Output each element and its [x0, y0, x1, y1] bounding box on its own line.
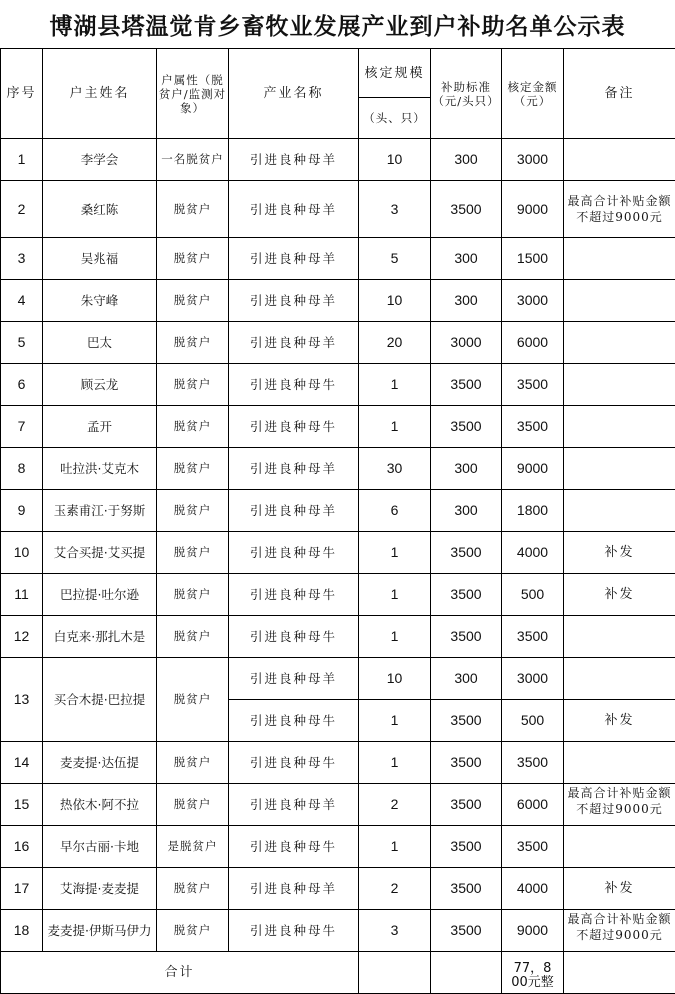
row-amount: 3500: [502, 616, 564, 658]
row-scale: 1: [359, 574, 431, 616]
row-attr: 脱贫户: [157, 658, 229, 742]
row-standard: 3500: [431, 700, 502, 742]
total-row: [1, 952, 675, 994]
row-industry: 引进良种母羊: [229, 238, 359, 280]
note-cell: [564, 139, 675, 181]
row-seq: 15: [1, 784, 43, 826]
row-name: 桑红陈: [43, 181, 157, 238]
row-standard: 3500: [431, 532, 502, 574]
row-amount: 4000: [502, 532, 564, 574]
table-row: [1, 616, 675, 658]
row-name: 艾海提·麦麦提: [43, 868, 157, 910]
row-amount: 3000: [502, 139, 564, 181]
table-row: [1, 910, 675, 952]
row-industry: 引进良种母牛: [229, 826, 359, 868]
row-amount: 4000: [502, 868, 564, 910]
row-industry: 引进良种母羊: [229, 448, 359, 490]
total-empty-scale: [359, 952, 431, 994]
row-seq: 3: [1, 238, 43, 280]
row-scale: 10: [359, 280, 431, 322]
row-name: 买合木提·巴拉提: [43, 658, 157, 742]
row-standard: 300: [431, 658, 502, 700]
table-row: [1, 826, 675, 868]
row-seq: 16: [1, 826, 43, 868]
note-cell: 补发: [564, 868, 675, 910]
note-cell: [564, 616, 675, 658]
row-attr: 脱贫户: [157, 280, 229, 322]
note-cell: 最高合计补贴金额不超过9000元: [564, 181, 675, 238]
row-industry: 引进良种母牛: [229, 742, 359, 784]
total-amount-text: 77，800元整: [511, 962, 555, 990]
table-row: [1, 238, 675, 280]
row-seq: 10: [1, 532, 43, 574]
row-standard: 3500: [431, 910, 502, 952]
table-row: [1, 532, 675, 574]
row-scale: 1: [359, 742, 431, 784]
row-amount: 3000: [502, 280, 564, 322]
row-attr: 脱贫户: [157, 238, 229, 280]
row-scale: 1: [359, 826, 431, 868]
row-seq: 4: [1, 280, 43, 322]
row-attr: 一名脱贫户: [157, 139, 229, 181]
row-seq: 6: [1, 364, 43, 406]
table-row: [1, 280, 675, 322]
row-attr: 脱贫户: [157, 532, 229, 574]
row-amount: 9000: [502, 448, 564, 490]
row-scale: 10: [359, 658, 431, 700]
row-standard: 3500: [431, 364, 502, 406]
row-seq: 18: [1, 910, 43, 952]
row-seq: 5: [1, 322, 43, 364]
row-scale: 5: [359, 238, 431, 280]
row-attr: 脱贫户: [157, 574, 229, 616]
row-amount: 3500: [502, 406, 564, 448]
row-scale: 2: [359, 784, 431, 826]
note-text: 最高合计补贴金额不超过9000元: [567, 911, 672, 943]
header-scale-top: 核定规模: [359, 49, 431, 98]
row-standard: 300: [431, 238, 502, 280]
row-scale: 1: [359, 616, 431, 658]
table-row: [1, 322, 675, 364]
note-text: 最高合计补贴金额不超过9000元: [567, 785, 672, 817]
row-seq: 7: [1, 406, 43, 448]
row-name: 孟开: [43, 406, 157, 448]
row-amount: 6000: [502, 784, 564, 826]
row-standard: 300: [431, 490, 502, 532]
row-name: 热依木·阿不拉: [43, 784, 157, 826]
total-amount: [502, 952, 564, 994]
row-scale: 2: [359, 868, 431, 910]
header-seq: 序号: [1, 49, 43, 139]
table-row: [1, 490, 675, 532]
row-name: 巴太: [43, 322, 157, 364]
row-attr: 脱贫户: [157, 784, 229, 826]
table-row: [1, 784, 675, 826]
row-scale: 1: [359, 406, 431, 448]
row-amount: 3500: [502, 364, 564, 406]
row-industry: 引进良种母牛: [229, 532, 359, 574]
row-attr: 脱贫户: [157, 616, 229, 658]
row-seq: 1: [1, 139, 43, 181]
row-scale: 6: [359, 490, 431, 532]
row-name: 吐拉洪·艾克木: [43, 448, 157, 490]
row-amount: 1800: [502, 490, 564, 532]
row-scale: 1: [359, 532, 431, 574]
header-amount: 核定金额（元）: [502, 49, 564, 139]
row-seq: 9: [1, 490, 43, 532]
row-name: 白克来·那扎木是: [43, 616, 157, 658]
table-row: [1, 574, 675, 616]
row-seq: 8: [1, 448, 43, 490]
row-name: 麦麦提·达伍提: [43, 742, 157, 784]
row-name: 巴拉提·吐尔逊: [43, 574, 157, 616]
table-row: [1, 868, 675, 910]
header-standard: 补助标准（元/头只）: [431, 49, 502, 139]
row-scale: 30: [359, 448, 431, 490]
row-standard: 3500: [431, 742, 502, 784]
row-seq: 13: [1, 658, 43, 742]
row-industry: 引进良种母羊: [229, 868, 359, 910]
note-cell: [564, 910, 675, 952]
total-label: 合计: [1, 952, 359, 994]
row-seq: 14: [1, 742, 43, 784]
row-standard: 3500: [431, 574, 502, 616]
note-cell: [564, 238, 675, 280]
row-attr: 脱贫户: [157, 181, 229, 238]
row-attr: 脱贫户: [157, 322, 229, 364]
row-standard: 3500: [431, 784, 502, 826]
row-scale: 20: [359, 322, 431, 364]
row-amount: 9000: [502, 910, 564, 952]
note-cell: [564, 280, 675, 322]
row-name: 早尔古丽·卡地: [43, 826, 157, 868]
note-cell: 补发: [564, 700, 675, 742]
note-cell: [564, 784, 675, 826]
row-industry: 引进良种母羊: [229, 322, 359, 364]
row-attr: 脱贫户: [157, 742, 229, 784]
row-amount: 3000: [502, 658, 564, 700]
row-industry: 引进良种母牛: [229, 574, 359, 616]
row-scale: 3: [359, 910, 431, 952]
table-row: [1, 364, 675, 406]
row-industry: 引进良种母羊: [229, 181, 359, 238]
row-standard: 3500: [431, 868, 502, 910]
header-note: 备注: [564, 49, 675, 139]
row-standard: 3500: [431, 616, 502, 658]
page-title: 博湖县塔温觉肯乡畜牧业发展产业到户补助名单公示表: [0, 0, 675, 48]
row-amount: 500: [502, 574, 564, 616]
row-attr: 是脱贫户: [157, 826, 229, 868]
row-industry: 引进良种母羊: [229, 139, 359, 181]
total-empty-note: [564, 952, 675, 994]
total-empty-standard: [431, 952, 502, 994]
row-industry: 引进良种母羊: [229, 490, 359, 532]
note-cell: [564, 322, 675, 364]
header-name: 户主姓名: [43, 49, 157, 139]
row-attr: 脱贫户: [157, 910, 229, 952]
row-attr: 脱贫户: [157, 868, 229, 910]
header-row: [1, 49, 675, 98]
row-seq: 2: [1, 181, 43, 238]
table-row: [1, 742, 675, 784]
note-cell: [564, 490, 675, 532]
row-seq: 17: [1, 868, 43, 910]
row-scale: 1: [359, 364, 431, 406]
row-standard: 3000: [431, 322, 502, 364]
row-industry: 引进良种母羊: [229, 784, 359, 826]
row-standard: 300: [431, 139, 502, 181]
row-scale: 3: [359, 181, 431, 238]
row-standard: 3500: [431, 406, 502, 448]
table-row: [1, 139, 675, 181]
row-amount: 3500: [502, 742, 564, 784]
note-cell: 补发: [564, 532, 675, 574]
row-name: 吴兆福: [43, 238, 157, 280]
row-scale: 10: [359, 139, 431, 181]
table-row: [1, 406, 675, 448]
table-row: [1, 658, 675, 700]
row-scale: 1: [359, 700, 431, 742]
note-cell: 补发: [564, 574, 675, 616]
header-attr: 户属性（脱贫户/监测对象）: [157, 49, 229, 139]
header-industry: 产业名称: [229, 49, 359, 139]
row-amount: 500: [502, 700, 564, 742]
row-industry: 引进良种母羊: [229, 280, 359, 322]
row-attr: 脱贫户: [157, 448, 229, 490]
row-name: 李学会: [43, 139, 157, 181]
row-attr: 脱贫户: [157, 406, 229, 448]
row-amount: 3500: [502, 826, 564, 868]
row-name: 艾合买提·艾买提: [43, 532, 157, 574]
row-attr: 脱贫户: [157, 364, 229, 406]
row-industry: 引进良种母牛: [229, 406, 359, 448]
row-amount: 6000: [502, 322, 564, 364]
row-name: 玉素甫江·于努斯: [43, 490, 157, 532]
subsidy-table: [0, 48, 675, 994]
row-name: 麦麦提·伊斯马伊力: [43, 910, 157, 952]
row-attr: 脱贫户: [157, 490, 229, 532]
note-cell: [564, 658, 675, 700]
table-row: [1, 181, 675, 238]
row-seq: 11: [1, 574, 43, 616]
note-cell: [564, 364, 675, 406]
note-cell: [564, 742, 675, 784]
row-standard: 3500: [431, 826, 502, 868]
table-row: [1, 448, 675, 490]
row-industry: 引进良种母牛: [229, 700, 359, 742]
row-amount: 9000: [502, 181, 564, 238]
note-cell: [564, 826, 675, 868]
note-cell: [564, 406, 675, 448]
row-seq: 12: [1, 616, 43, 658]
row-standard: 3500: [431, 181, 502, 238]
row-standard: 300: [431, 448, 502, 490]
row-standard: 300: [431, 280, 502, 322]
row-industry: 引进良种母牛: [229, 616, 359, 658]
row-name: 顾云龙: [43, 364, 157, 406]
row-name: 朱守峰: [43, 280, 157, 322]
header-scale-bottom: （头、只）: [359, 98, 431, 139]
note-cell: [564, 448, 675, 490]
row-industry: 引进良种母牛: [229, 910, 359, 952]
row-industry: 引进良种母羊: [229, 658, 359, 700]
row-industry: 引进良种母牛: [229, 364, 359, 406]
row-amount: 1500: [502, 238, 564, 280]
